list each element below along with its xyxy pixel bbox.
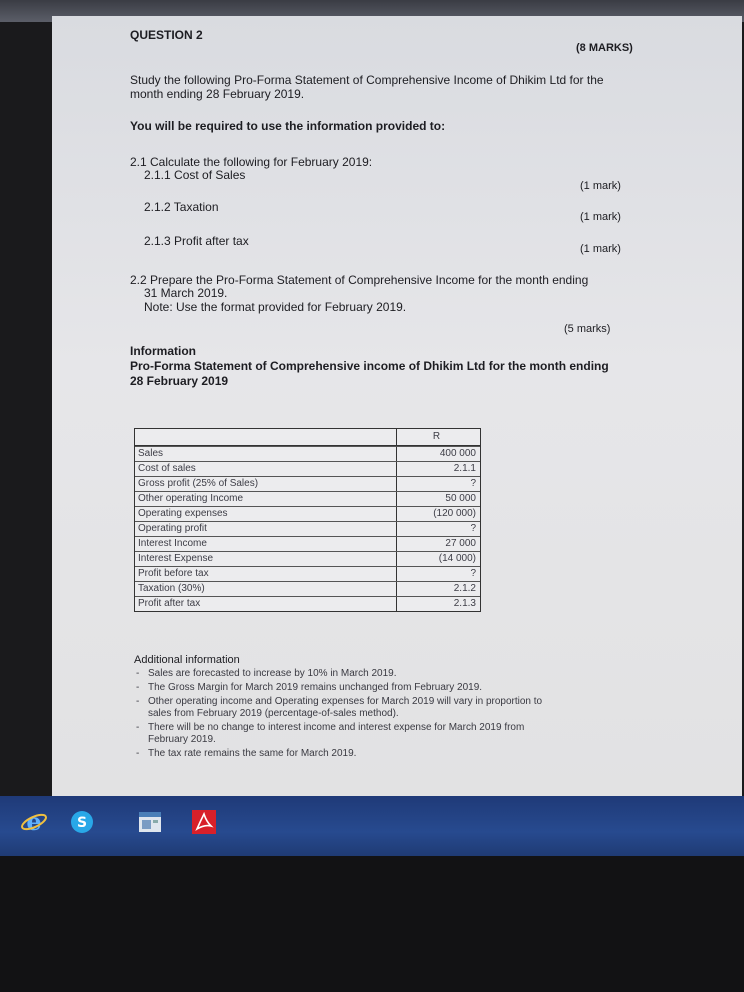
table-header-row bbox=[135, 429, 480, 446]
additional-bullet-3-line-2: sales from February 2019 (percentage-of-sales method). bbox=[148, 708, 399, 719]
taskbar bbox=[0, 796, 744, 856]
row-value: 2.1.3 bbox=[453, 598, 476, 609]
monitor-bezel bbox=[0, 856, 744, 992]
q212-mark: (1 mark) bbox=[580, 211, 621, 223]
additional-bullet-3-line-1: Other operating income and Operating expenses for March 2019 will vary in proportion to bbox=[148, 696, 543, 707]
row-label: Interest Income bbox=[135, 537, 397, 551]
income-statement-table bbox=[134, 428, 481, 612]
table-row bbox=[135, 566, 480, 581]
svg-text:S: S bbox=[76, 815, 88, 831]
app-icon[interactable] bbox=[136, 808, 164, 836]
skype-icon[interactable] bbox=[68, 808, 96, 836]
table-row bbox=[135, 521, 480, 536]
q21-label: 2.1 Calculate the following for February 2019: bbox=[130, 155, 373, 169]
row-label: Sales bbox=[135, 447, 397, 461]
row-value: ? bbox=[470, 523, 476, 534]
additional-bullet-4-line-1: There will be no change to interest income and interest expense for March 2019 from bbox=[148, 722, 525, 733]
table-row bbox=[135, 461, 480, 476]
row-value: 400 000 bbox=[439, 448, 476, 459]
additional-heading: Additional information bbox=[134, 654, 240, 666]
row-value: (14 000) bbox=[438, 553, 476, 564]
q212-label: 2.1.2 Taxation bbox=[144, 200, 219, 214]
q22-line-2: 31 March 2019. bbox=[144, 286, 228, 300]
additional-bullet-4-line-2: February 2019. bbox=[148, 734, 216, 745]
question-marks: (8 MARKS) bbox=[576, 42, 633, 54]
additional-bullet-5: The tax rate remains the same for March 2019. bbox=[148, 748, 357, 759]
row-label: Interest Expense bbox=[135, 552, 397, 566]
bullet-marker: - bbox=[136, 696, 140, 707]
q211-label: 2.1.1 Cost of Sales bbox=[144, 168, 246, 182]
row-label: Operating profit bbox=[135, 522, 397, 536]
table-row bbox=[135, 506, 480, 521]
row-value: ? bbox=[470, 478, 476, 489]
information-subheading-2: 28 February 2019 bbox=[130, 374, 229, 388]
row-label: Cost of sales bbox=[135, 462, 397, 476]
row-label: Taxation (30%) bbox=[135, 582, 397, 596]
currency-header: R bbox=[432, 431, 441, 442]
row-value: 2.1.1 bbox=[453, 463, 476, 474]
information-heading: Information bbox=[130, 344, 196, 358]
table-row bbox=[135, 596, 480, 611]
row-label: Profit after tax bbox=[135, 597, 397, 611]
additional-bullet-2: The Gross Margin for March 2019 remains unchanged from February 2019. bbox=[148, 682, 483, 693]
instruction: You will be required to use the information provided to: bbox=[130, 119, 446, 133]
table-row bbox=[135, 551, 480, 566]
q22-line-1: 2.2 Prepare the Pro-Forma Statement of Comprehensive Income for the month ending bbox=[130, 273, 589, 287]
q213-mark: (1 mark) bbox=[580, 243, 621, 255]
row-label: Operating expenses bbox=[135, 507, 397, 521]
row-value: ? bbox=[470, 568, 476, 579]
q22-marks: (5 marks) bbox=[564, 323, 611, 335]
row-value: 50 000 bbox=[445, 493, 476, 504]
bullet-marker: - bbox=[136, 748, 140, 759]
information-subheading-1: Pro-Forma Statement of Comprehensive income of Dhikim Ltd for the month ending bbox=[130, 359, 609, 373]
intro-line-2: month ending 28 February 2019. bbox=[130, 87, 305, 101]
ie-icon[interactable] bbox=[20, 808, 48, 836]
q213-label: 2.1.3 Profit after tax bbox=[144, 234, 249, 248]
bullet-marker: - bbox=[136, 722, 140, 733]
q211-mark: (1 mark) bbox=[580, 180, 621, 192]
q22-note: Note: Use the format provided for February 2019. bbox=[144, 300, 407, 314]
bullet-marker: - bbox=[136, 682, 140, 693]
bullet-marker: - bbox=[136, 668, 140, 679]
acrobat-icon[interactable] bbox=[190, 808, 218, 836]
row-label: Profit before tax bbox=[135, 567, 397, 581]
row-label: Gross profit (25% of Sales) bbox=[135, 477, 397, 491]
table-row bbox=[135, 476, 480, 491]
table-row bbox=[135, 536, 480, 551]
row-value: 27 000 bbox=[445, 538, 476, 549]
row-value: 2.1.2 bbox=[453, 583, 476, 594]
intro-line-1: Study the following Pro-Forma Statement of Comprehensive Income of Dhikim Ltd for the bbox=[130, 73, 604, 87]
table-row bbox=[135, 581, 480, 596]
table-row bbox=[135, 446, 480, 461]
row-label: Other operating Income bbox=[135, 492, 397, 506]
document-page bbox=[52, 16, 742, 796]
row-value: (120 000) bbox=[433, 508, 476, 519]
additional-bullet-1: Sales are forecasted to increase by 10% in March 2019. bbox=[148, 668, 397, 679]
table-header-label bbox=[135, 429, 397, 445]
svg-text:e: e bbox=[26, 808, 42, 836]
question-title: QUESTION 2 bbox=[130, 28, 203, 42]
table-row bbox=[135, 491, 480, 506]
